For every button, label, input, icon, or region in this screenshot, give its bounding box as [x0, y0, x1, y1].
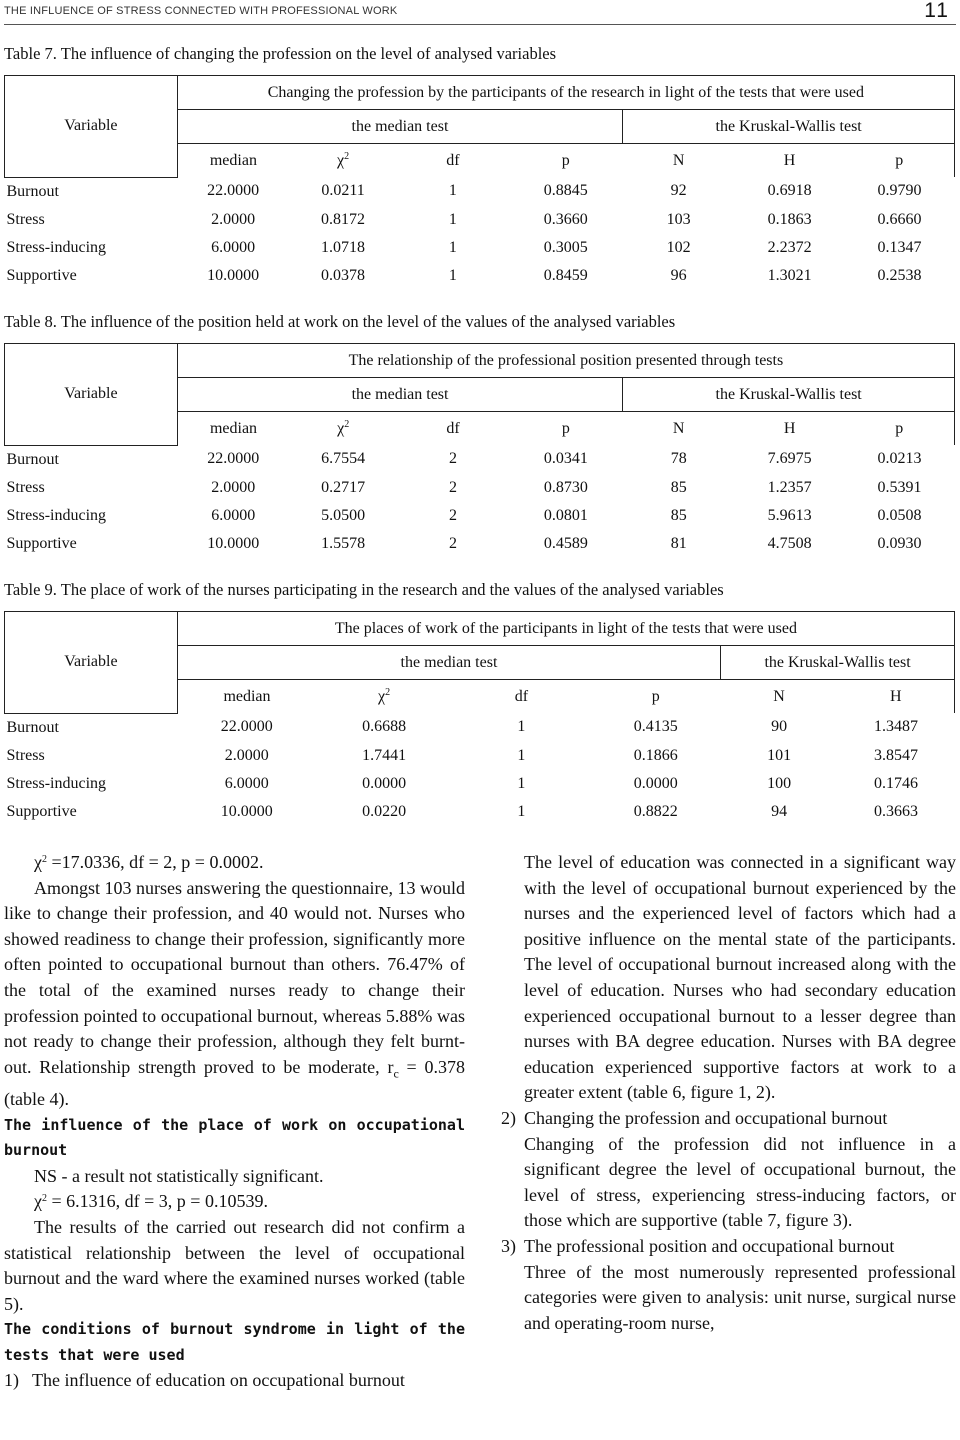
table-row: Burnout 22.0000 0.6688 1 0.4135 90 1.3487	[6, 718, 918, 736]
col-header-n: N	[672, 151, 685, 169]
list-item-title: The professional position and occupational burnout	[524, 1235, 895, 1256]
group-header: The places of work of the participants in light of the tests that were used	[177, 612, 954, 646]
col-header-chi2: $\chi^2$	[337, 418, 350, 437]
kruskal-wallis-header: the Kruskal-Wallis test	[623, 378, 955, 412]
list-item-body: Three of the most numerously represented professional categories were given to analysis: unit nurse, surgical nurse and operating-room nurse,	[524, 1261, 956, 1333]
table-9	[4, 611, 955, 826]
table-row: Supportive 10.0000 1.5578 2 0.4589 81 4.7508 0.0930	[6, 534, 922, 552]
table-row: Stress 2.0000 0.8172 1 0.3660 103 0.1863 0.6660	[6, 210, 922, 228]
running-header-title: THE INFLUENCE OF STRESS CONNECTED WITH PROFESSIONAL WORK	[4, 5, 398, 17]
col-header-h: H	[783, 151, 796, 169]
col-header-n: N	[773, 687, 785, 705]
median-test-header: the median test	[177, 646, 720, 680]
table-row: Supportive 10.0000 0.0220 1 0.8822 94 0.3663	[6, 802, 918, 820]
table-9-caption: Table 9. The place of work of the nurses participating in the research and the values of the analysed variables	[4, 580, 724, 599]
col-header-median: median	[209, 419, 258, 437]
table-8-caption: Table 8. The influence of the position held at work on the level of the values of the analysed variables	[4, 312, 676, 331]
col-header-p: p	[561, 419, 570, 437]
table-row: Burnout 22.0000 6.7554 2 0.0341 78 7.6975 0.0213	[6, 450, 922, 468]
table-row: Stress-inducing 6.0000 0.0000 1 0.0000 100 0.1746	[6, 774, 918, 792]
col-header-df: df	[514, 687, 529, 705]
list-item: 3) The professional position and occupational burnout Three of the most numerously represented professional categories were given to analysis: unit nurse, surgical nurse and operating-room nurse,	[472, 1234, 956, 1336]
table-7-caption: Table 7. The influence of changing the profession on the level of analysed variables	[4, 44, 557, 63]
kruskal-wallis-header: the Kruskal-Wallis test	[721, 646, 955, 680]
stat-line-2: $\chi^2 = 6.1316$, df = 3, p = 0.10539.	[34, 1191, 268, 1212]
col-header-p: p	[845, 144, 955, 178]
group-header: Changing the profession by the participants of the research in light of the tests that were used	[177, 76, 954, 110]
col-header-n: N	[672, 419, 685, 437]
paragraph: Amongst 103 nurses answering the questionnaire, 13 would like to change their profession, and 40 would not. Nurses who showed readiness to change their profession, significantly more often pointed to occupational burnout than others. 76.47% of the total of the examined nurses ready to change their profession pointed to occupational burnout, whereas 5.88% was not ready to change their profession, although they felt burnt-out. Relationship strength proved to be moderate, $r_c = 0.378$ (table 4).	[4, 877, 465, 1109]
col-header-h: H	[783, 419, 796, 437]
table-row: Burnout 22.0000 0.0211 1 0.8845 92 0.6918 0.9790	[6, 182, 922, 200]
right-column	[472, 850, 956, 1336]
variable-header: Variable	[5, 76, 178, 178]
list-item: 2) Changing the profession and occupational burnout Changing of the profession did not influence in a significant degree the level of occupational burnout, the level of stress, experiencing stress-inducing factors, or those which are supportive (table 7, figure 3).	[472, 1106, 956, 1234]
table-row: Stress 2.0000 0.2717 2 0.8730 85 1.2357 0.5391	[6, 478, 922, 496]
median-test-header: the median test	[177, 378, 622, 412]
page-number: 11	[924, 0, 950, 22]
stat-line-1: $\chi^2 =17.0336$, df = 2, p = 0.0002.	[34, 852, 264, 872]
table-row: Stress-inducing 6.0000 5.0500 2 0.0801 85 5.9613 0.0508	[6, 506, 922, 524]
median-test-header: the median test	[177, 110, 623, 144]
header-rule	[4, 24, 956, 25]
col-header-df: df	[446, 151, 460, 169]
col-header-h: H	[838, 680, 955, 714]
list-item-body: Changing of the profession did not influence in a significant degree the level of occupational burnout, the level of stress, experiencing stress-inducing factors, or those which are supportive (table 7, figure 3).	[524, 1133, 956, 1231]
running-header	[4, 0, 956, 25]
group-header: The relationship of the professional position presented through tests	[177, 344, 954, 378]
table-row: Stress-inducing 6.0000 1.0718 1 0.3005 102 2.2372 0.1347	[6, 238, 922, 256]
col-header-df: df	[446, 419, 460, 437]
col-header-p: p	[845, 412, 955, 446]
kruskal-wallis-header: the Kruskal-Wallis test	[623, 110, 955, 144]
col-header-p: p	[651, 687, 660, 705]
paragraph: The results of the carried out research did not confirm a statistical relationship between the level of occupational burnout and the ward where the examined nurses worked (table 5).	[4, 1216, 465, 1314]
col-header-chi2: $\chi^2$	[378, 686, 391, 705]
list-item: 1) The influence of education on occupational burnout	[4, 1370, 405, 1391]
col-header-p: p	[561, 151, 570, 169]
table-7	[4, 75, 955, 290]
ns-note: NS - a result not statistically significant.	[34, 1165, 324, 1186]
list-item-title: Changing the profession and occupational burnout	[524, 1107, 888, 1128]
left-column	[4, 850, 465, 1394]
variable-header: Variable	[5, 612, 178, 714]
paragraph: The level of education was connected in a significant way with the level of occupational burnout experienced by the nurses and the experienced level of factors which had a positive influence on the mental state of the participants. The level of occupational burnout increased along with the level of education. Nurses who had secondary education experienced occupational burnout to a lesser degree than nurses with BA degree education. Nurses with BA degree education experienced supportive factors at work to a greater extent (table 6, figure 1, 2).	[524, 852, 956, 1103]
section-heading: The influence of the place of work on occupational burnout	[4, 1115, 465, 1160]
table-row: Supportive 10.0000 0.0378 1 0.8459 96 1.3021 0.2538	[6, 266, 922, 284]
table-8	[4, 343, 955, 558]
col-header-chi2: $\chi^2$	[337, 150, 350, 169]
table-row: Stress 2.0000 1.7441 1 0.1866 101 3.8547	[6, 746, 918, 764]
section-heading: The conditions of burnout syndrome in light of the tests that were used	[4, 1320, 465, 1364]
variable-header: Variable	[5, 344, 178, 446]
col-header-median: median	[223, 687, 271, 705]
col-header-median: median	[209, 151, 257, 169]
